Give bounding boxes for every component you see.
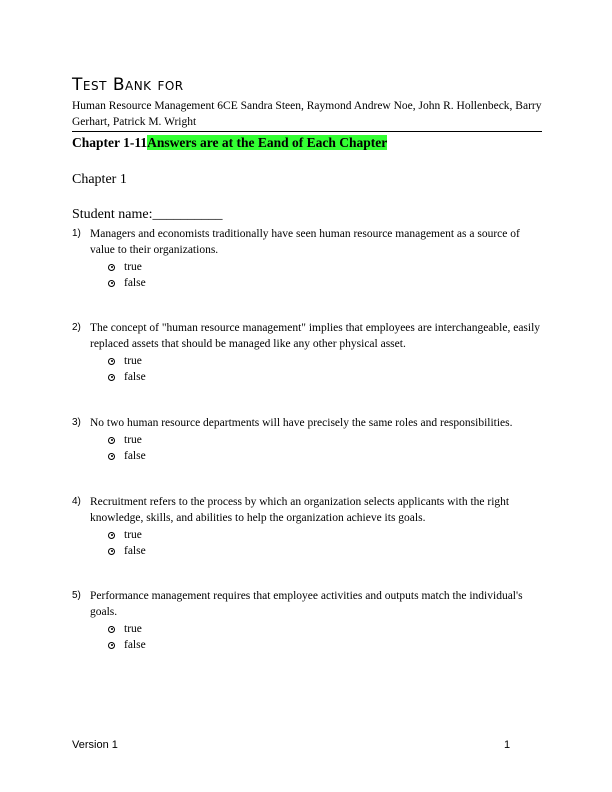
radio-button-icon[interactable] <box>108 548 115 555</box>
radio-button-icon[interactable] <box>108 626 115 633</box>
option-label: false <box>124 545 146 557</box>
option-true[interactable] <box>108 259 542 275</box>
option-label: false <box>124 450 146 462</box>
document-title: Test Bank for <box>72 75 184 95</box>
question-text: The concept of "human resource management" implies that employees are interchangeable, easily replaced assets that should be managed like any other physical asset. <box>90 322 541 350</box>
chapter-heading: Chapter 1 <box>72 172 127 187</box>
option-false[interactable] <box>108 369 542 385</box>
option-false[interactable] <box>108 543 542 559</box>
question-3 <box>72 415 542 464</box>
option-true[interactable] <box>108 621 542 637</box>
chapter-range-line <box>72 135 387 151</box>
option-false[interactable] <box>108 275 542 291</box>
question-2 <box>72 320 542 385</box>
question-text: Recruitment refers to the process by which an organization selects applicants with the right knowledge, skills, and abilities to help the organization achieve its goals. <box>90 496 510 524</box>
option-true[interactable] <box>108 432 542 448</box>
question-text: No two human resource departments will have precisely the same roles and responsibilities. <box>90 417 513 429</box>
student-name-label: Student name:__________ <box>72 207 223 222</box>
option-true[interactable] <box>108 353 542 369</box>
question-5 <box>72 588 542 653</box>
answer-options <box>108 353 542 385</box>
answer-options <box>108 527 542 559</box>
footer-version: Version 1 <box>72 739 118 751</box>
option-false[interactable] <box>108 637 542 653</box>
radio-button-icon[interactable] <box>108 374 115 381</box>
radio-button-icon[interactable] <box>108 642 115 649</box>
radio-button-icon[interactable] <box>108 264 115 271</box>
radio-button-icon[interactable] <box>108 358 115 365</box>
option-true[interactable] <box>108 527 542 543</box>
option-false[interactable] <box>108 448 542 464</box>
answers-note: Answers are at the Eand of Each Chapter <box>147 135 388 150</box>
radio-button-icon[interactable] <box>108 280 115 287</box>
radio-button-icon[interactable] <box>108 437 115 444</box>
radio-button-icon[interactable] <box>108 532 115 539</box>
answer-options <box>108 432 542 464</box>
option-label: true <box>124 261 142 273</box>
document-subtitle: Human Resource Management 6CE Sandra Steen, Raymond Andrew Noe, John R. Hollenbeck, Barry Gerhart, Patrick M. Wright <box>72 100 542 128</box>
question-number: 1) <box>72 228 81 239</box>
question-1 <box>72 226 542 291</box>
option-label: true <box>124 355 142 367</box>
header-divider <box>72 131 542 132</box>
footer-page-number: 1 <box>504 739 511 751</box>
option-label: true <box>124 529 142 541</box>
option-label: false <box>124 277 146 289</box>
question-number: 5) <box>72 590 81 601</box>
answer-options <box>108 621 542 653</box>
radio-button-icon[interactable] <box>108 453 115 460</box>
option-label: false <box>124 639 146 651</box>
question-4 <box>72 494 542 559</box>
answer-options <box>108 259 542 291</box>
chapter-range: Chapter 1-11 <box>72 135 148 150</box>
question-text: Performance management requires that employee activities and outputs match the individual's goals. <box>90 590 523 618</box>
question-number: 4) <box>72 496 81 507</box>
option-label: true <box>124 623 142 635</box>
option-label: true <box>124 434 142 446</box>
question-text: Managers and economists traditionally have seen human resource management as a source of value to their organizations. <box>90 228 520 256</box>
question-number: 2) <box>72 322 81 333</box>
question-number: 3) <box>72 417 81 428</box>
option-label: false <box>124 371 146 383</box>
